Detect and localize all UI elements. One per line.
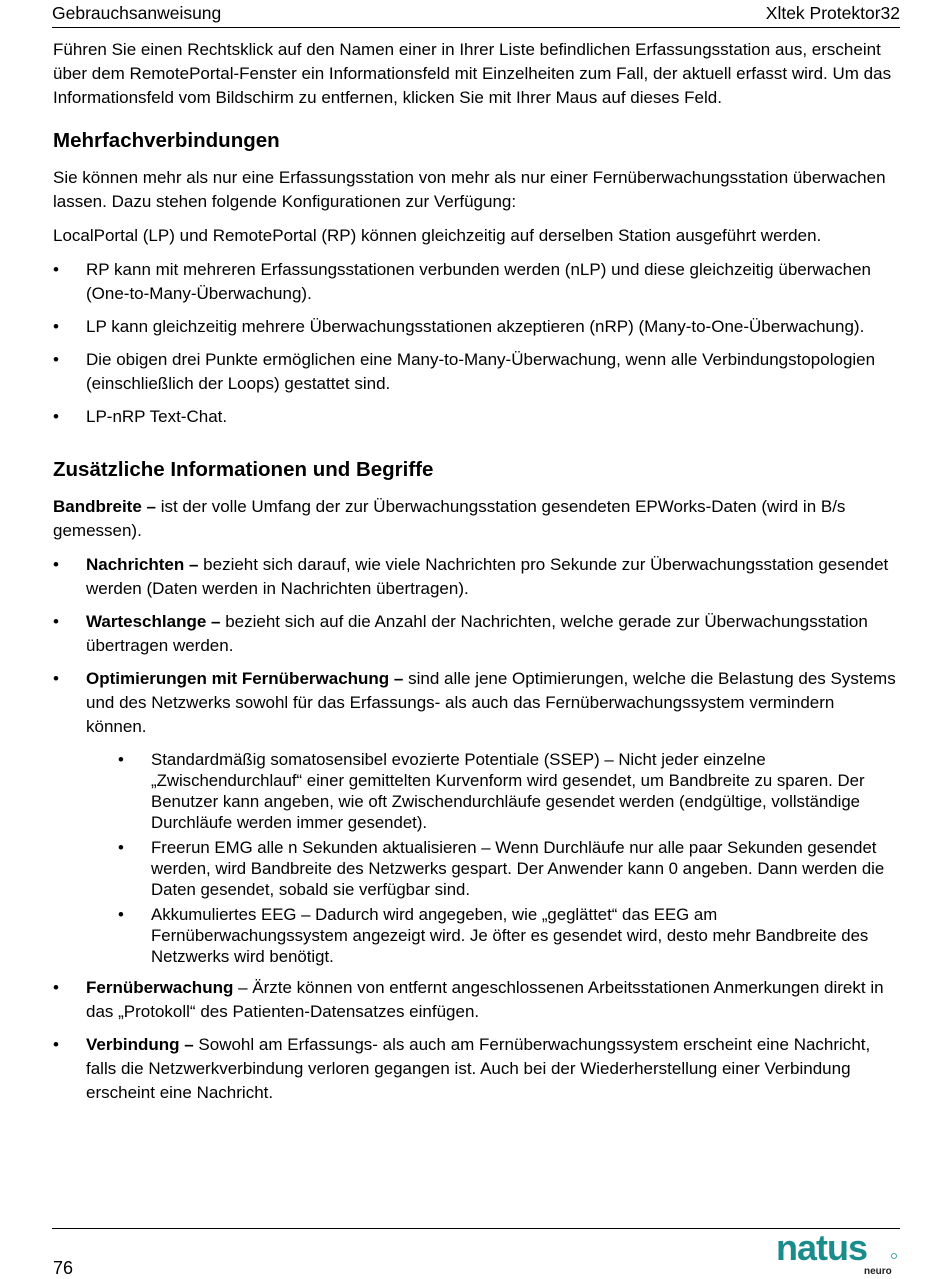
section-title-multiconnections: Mehrfachverbindungen: [53, 129, 280, 152]
footer-divider: [52, 1228, 900, 1229]
terms-bullet-list: [53, 553, 898, 1105]
list-item: [53, 667, 898, 967]
term-description: sind alle jene Optimierungen, welche die Belastung des Systems und des Netzwerks sowohl für das Erfassungs- als auch das Fernüberwachungssystem vermindern können.: [86, 669, 896, 736]
natus-logo: [776, 1230, 900, 1276]
list-item: • LP-nRP Text-Chat.: [53, 405, 898, 429]
term-label: Verbindung –: [86, 1035, 194, 1054]
logo-subtitle: neuro: [864, 1266, 892, 1276]
section1-bullet-list: [53, 258, 898, 429]
term-label: Nachrichten –: [86, 555, 199, 574]
page-header: [52, 0, 900, 28]
term-label: Bandbreite –: [53, 497, 156, 516]
list-item: [53, 1033, 898, 1105]
header-product-name: Xltek Protektor32: [765, 3, 900, 23]
optimizations-sub-list: [86, 749, 898, 967]
sub-list-item: • Standardmäßig somatosensibel evozierte Potentiale (SSEP) – Nicht jeder einzelne „Zwischendurchlauf“ einer gemittelten Kurvenform wird gesendet, um Bandbreite zu sparen. Der Benutzer kann angeben, wie oft Zwischendurchläufe gesendet werden (endgültige, vollständige Durchläufe werden immer gesendet).: [86, 749, 898, 833]
term-description: ist der volle Umfang der zur Überwachungsstation gesendeten EPWorks-Daten (wird in B/s gemessen).: [53, 497, 846, 540]
list-item: [53, 976, 898, 1024]
section1-paragraph: LocalPortal (LP) und RemotePortal (RP) können gleichzeitig auf derselben Station ausgeführt werden.: [53, 226, 822, 245]
section-title-additional-info: Zusätzliche Informationen und Begriffe: [53, 458, 434, 481]
term-description: bezieht sich darauf, wie viele Nachrichten pro Sekunde zur Überwachungsstation gesendet werden (Daten werden in Nachrichten übertragen).: [86, 555, 889, 598]
logo-wordmark: natus: [776, 1230, 868, 1268]
list-item: • LP kann gleichzeitig mehrere Überwachungsstationen akzeptieren (nRP) (Many-to-One-Überwachung).: [53, 315, 898, 339]
term-label: Optimierungen mit Fernüberwachung –: [86, 669, 404, 688]
sub-list-item: • Akkumuliertes EEG – Dadurch wird angegeben, wie „geglättet“ das EEG am Fernüberwachungssystem angezeigt wird. Je öfter es gesendet wird, desto mehr Bandbreite des Netzwerks wird benötigt.: [86, 904, 898, 967]
logo-registered-mark: [892, 1254, 897, 1259]
bandwidth-paragraph: [53, 495, 898, 543]
intro-paragraph: Führen Sie einen Rechtsklick auf den Namen einer in Ihrer Liste befindlichen Erfassungsstation aus, erscheint über dem RemotePortal-Fenster ein Informationsfeld mit Einzelheiten zum Fall, der aktuell erfasst wird. Um das Informationsfeld vom Bildschirm zu entfernen, klicken Sie mit Ihrer Maus auf dieses Feld.: [53, 40, 892, 107]
header-doc-type: Gebrauchsanweisung: [52, 3, 222, 23]
list-item: [53, 553, 898, 601]
term-description: bezieht sich auf die Anzahl der Nachrichten, welche gerade zur Überwachungsstation übertragen werden.: [86, 612, 868, 655]
section1-paragraph: Sie können mehr als nur eine Erfassungsstation von mehr als nur einer Fernüberwachungsstation überwachen lassen. Dazu stehen folgende Konfigurationen zur Verfügung:: [53, 168, 886, 211]
page-content: [53, 38, 898, 1114]
term-label: Warteschlange –: [86, 612, 221, 631]
page-number: 76: [53, 1258, 74, 1278]
term-description: – Ärzte können von entfernt angeschlossenen Arbeitsstationen Anmerkungen direkt in das „Protokoll“ des Patienten-Datensatzes einfügen.: [86, 978, 884, 1021]
term-label: Fernüberwachung: [86, 978, 234, 997]
term-description: Sowohl am Erfassungs- als auch am Fernüberwachungssystem erscheint eine Nachricht, falls die Netzwerkverbindung verloren gegangen ist. Auch bei der Wiederherstellung einer Verbindung erscheint eine Nachricht.: [86, 1035, 871, 1102]
list-item: • RP kann mit mehreren Erfassungsstationen verbunden werden (nLP) und diese gleichzeitig überwachen (One-to-Many-Überwachung).: [53, 258, 898, 306]
list-item: • Die obigen drei Punkte ermöglichen eine Many-to-Many-Überwachung, wenn alle Verbindungstopologien (einschließlich der Loops) gestattet sind.: [53, 348, 898, 396]
sub-list-item: • Freerun EMG alle n Sekunden aktualisieren – Wenn Durchläufe nur alle paar Sekunden gesendet werden, wird Bandbreite des Netzwerks gespart. Der Anwender kann 0 angeben. Dann werden die Daten gesendet, sobald sie verfügbar sind.: [86, 837, 898, 900]
list-item: [53, 610, 898, 658]
